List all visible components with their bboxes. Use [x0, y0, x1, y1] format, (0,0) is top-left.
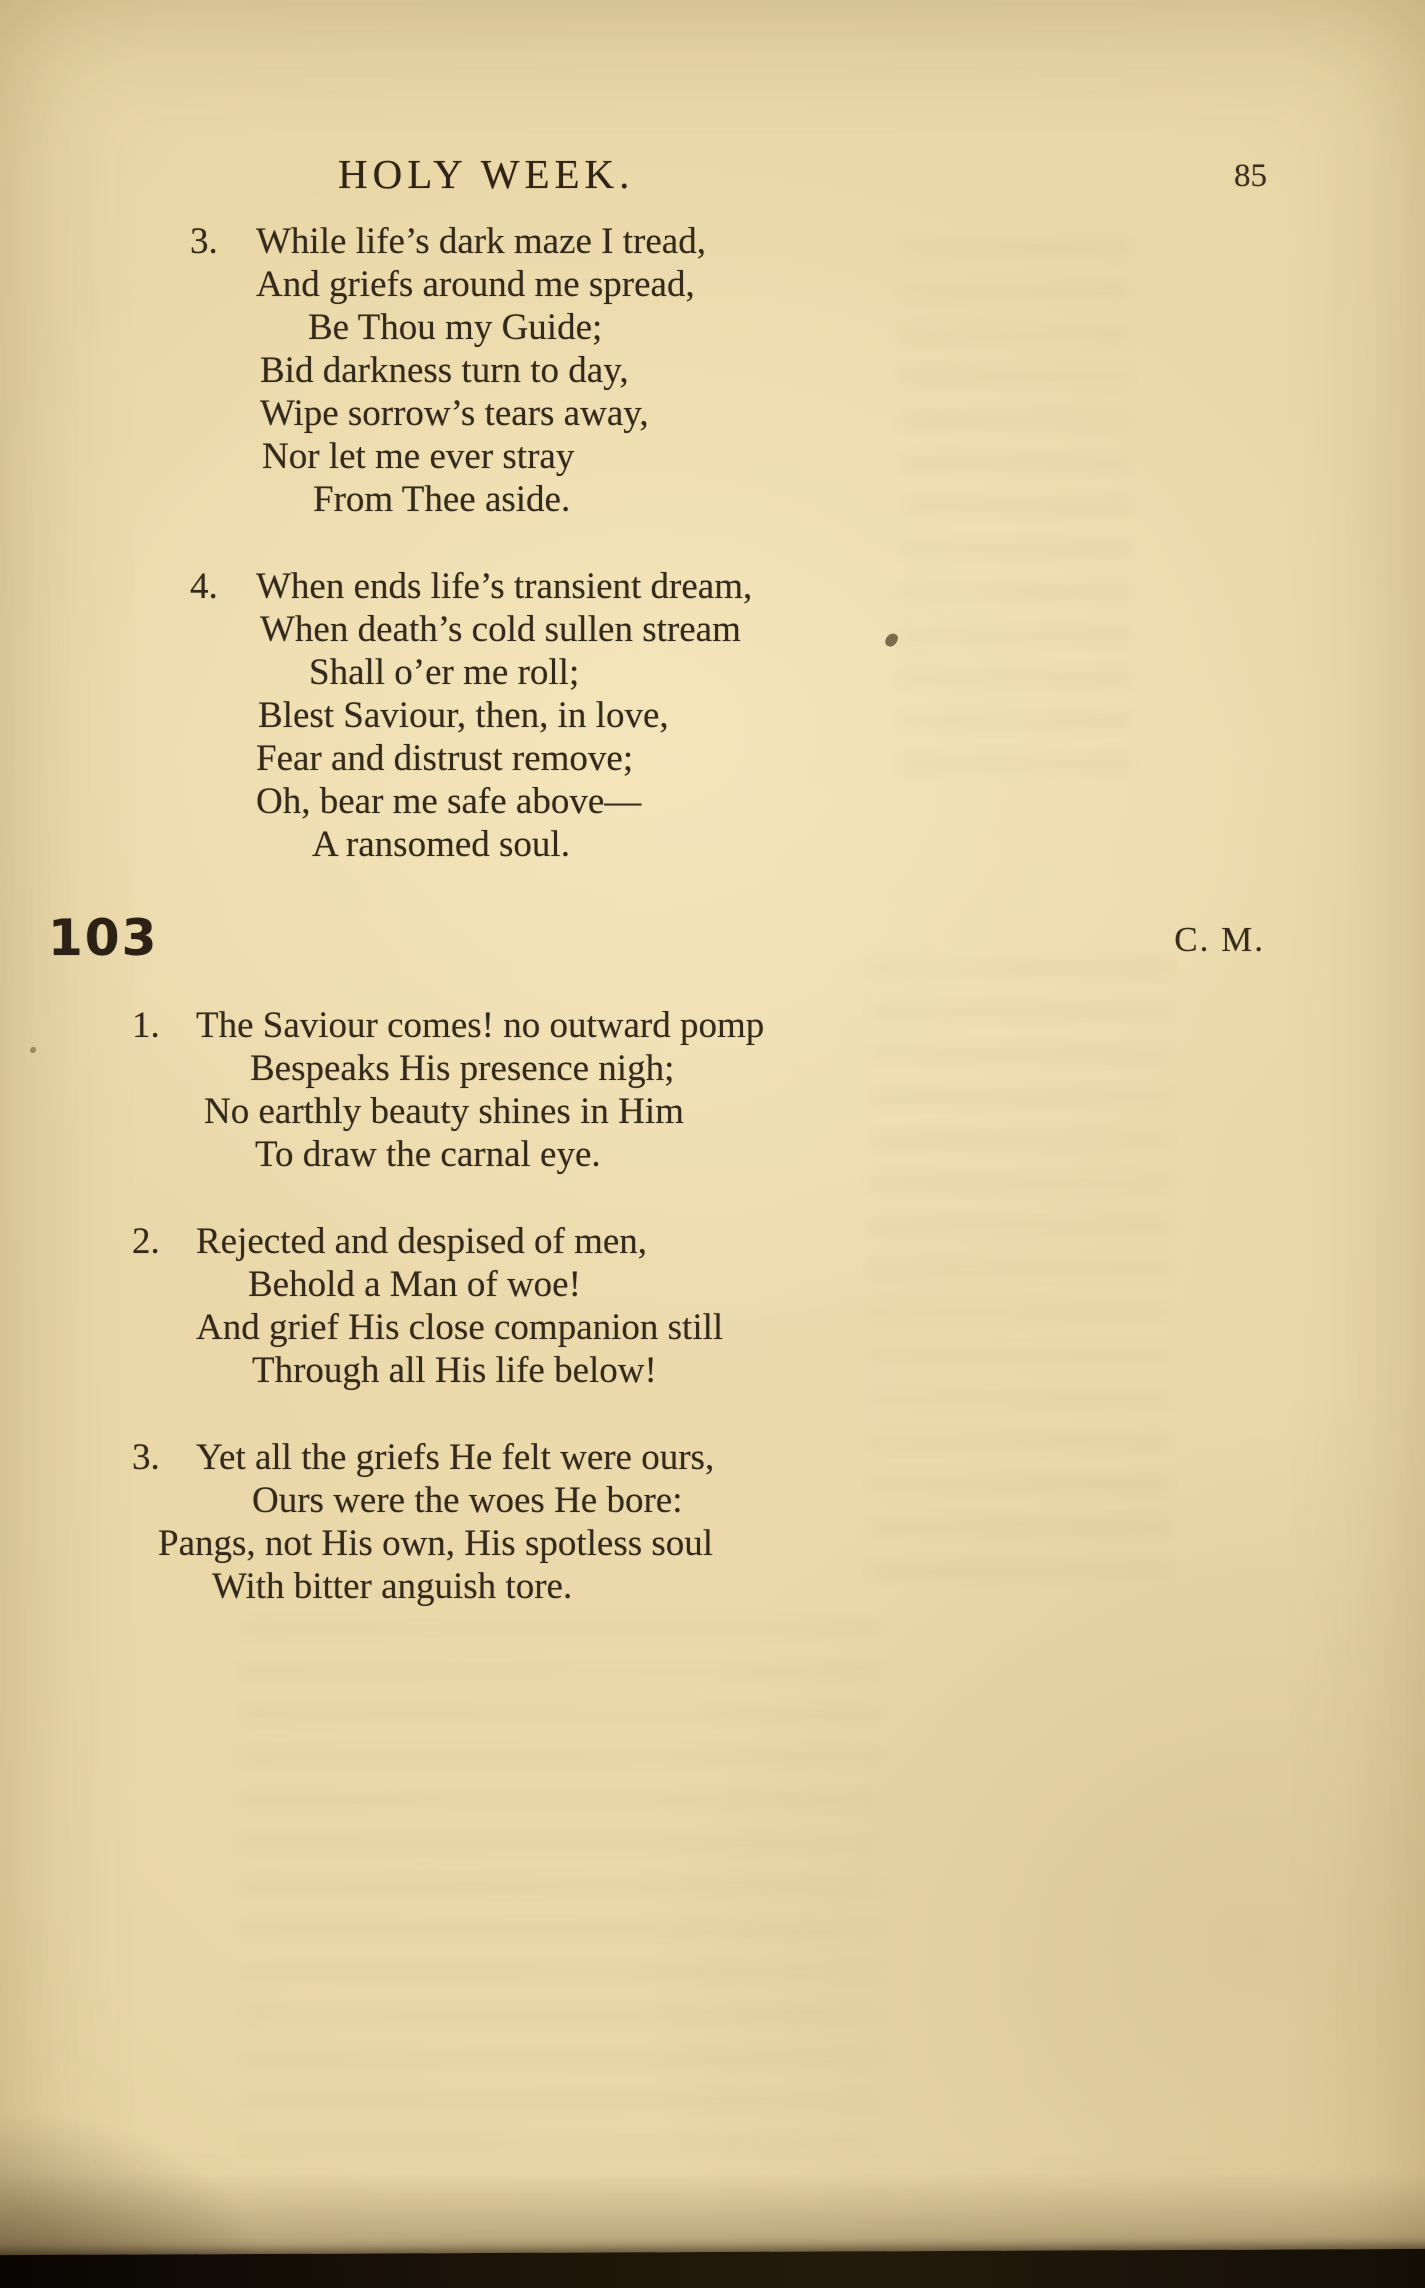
- verse-line: [204, 1090, 1425, 1133]
- hymn-number: 103: [48, 909, 159, 967]
- verse-line: [313, 478, 1425, 521]
- verse-line: [132, 1436, 1425, 1479]
- verse-line-text: Nor let me ever stray: [262, 436, 575, 477]
- verse-line-text: Shall o’er me roll;: [309, 652, 580, 693]
- verse-line-text: Blest Saviour, then, in love,: [258, 695, 669, 736]
- verse-line: [248, 1263, 1425, 1306]
- verse-line-text: Fear and distrust remove;: [256, 738, 634, 779]
- verse-line: [260, 392, 1425, 435]
- verse-line-text: From Thee aside.: [313, 479, 571, 520]
- verse-line-text: Oh, bear me safe above—: [256, 781, 642, 822]
- verse: [132, 1004, 1425, 1176]
- verse-line: [260, 608, 1425, 651]
- verse-number: 1.: [132, 1005, 160, 1046]
- verse-line-text: And griefs around me spread,: [256, 264, 695, 305]
- verse-line: [256, 263, 1425, 306]
- verse: [190, 565, 1425, 866]
- verse-line-text: To draw the carnal eye.: [255, 1134, 601, 1175]
- verse-line-text: A ransomed soul.: [312, 824, 570, 865]
- verse-line: [158, 1522, 1425, 1565]
- page-number: 85: [1234, 158, 1267, 194]
- verse-line-text: When ends life’s transient dream,: [256, 566, 753, 607]
- page-content: [0, 220, 1425, 1608]
- verse-line-text: While life’s dark maze I tread,: [256, 221, 706, 262]
- verse-number: 4.: [190, 566, 218, 607]
- book-edge: [0, 2249, 1425, 2288]
- verse-line: [258, 694, 1425, 737]
- verse-line-text: Through all His life below!: [252, 1350, 657, 1391]
- hymn-heading: [0, 910, 1425, 978]
- verse-line: [196, 1306, 1425, 1349]
- verse-line-text: Wipe sorrow’s tears away,: [260, 393, 649, 434]
- verse-line-text: Bid darkness turn to day,: [260, 350, 629, 391]
- hymn-meter: C. M.: [1174, 920, 1265, 959]
- verse-line: [190, 565, 1425, 608]
- verse-line-text: Pangs, not His own, His spotless soul: [158, 1523, 714, 1564]
- verse-line-text: With bitter anguish tore.: [212, 1566, 573, 1607]
- verse-line-text: And grief His close companion still: [196, 1307, 724, 1348]
- verse: [132, 1436, 1425, 1608]
- verse-line-text: Be Thou my Guide;: [308, 307, 603, 348]
- verse-line-text: The Saviour comes! no outward pomp: [196, 1005, 765, 1046]
- verse: [132, 1220, 1425, 1392]
- verse-line: [132, 1004, 1425, 1047]
- verse-line: [212, 1565, 1425, 1608]
- verse-line-text: When death’s cold sullen stream: [260, 609, 741, 650]
- verse-line: [262, 435, 1425, 478]
- verse: [190, 220, 1425, 521]
- verse-line: [308, 306, 1425, 349]
- verse-line-text: Yet all the griefs He felt were ours,: [196, 1437, 715, 1478]
- ink-bleed-through: [240, 1620, 880, 2180]
- verse-line-text: Rejected and despised of men,: [196, 1221, 648, 1262]
- verse-line: [250, 1047, 1425, 1090]
- verse-line: [190, 220, 1425, 263]
- running-title: HOLY WEEK.: [338, 151, 635, 197]
- verse-line-text: Ours were the woes He bore:: [252, 1480, 683, 1521]
- verse-number: 3.: [190, 221, 218, 262]
- verse-number: 2.: [132, 1221, 160, 1262]
- verse-line: [309, 651, 1425, 694]
- verse-line: [260, 349, 1425, 392]
- verse-line: [252, 1349, 1425, 1392]
- verse-line: [132, 1220, 1425, 1263]
- verse-line: [252, 1479, 1425, 1522]
- verse-number: 3.: [132, 1437, 160, 1478]
- page-header: [0, 150, 1425, 200]
- verse-line-text: Behold a Man of woe!: [248, 1264, 581, 1305]
- verse-line: [256, 780, 1425, 823]
- verse-line-text: Bespeaks His presence nigh;: [250, 1048, 675, 1089]
- verse-line: [312, 823, 1425, 866]
- verse-line: [255, 1133, 1425, 1176]
- verse-line-text: No earthly beauty shines in Him: [204, 1091, 684, 1132]
- verse-line: [256, 737, 1425, 780]
